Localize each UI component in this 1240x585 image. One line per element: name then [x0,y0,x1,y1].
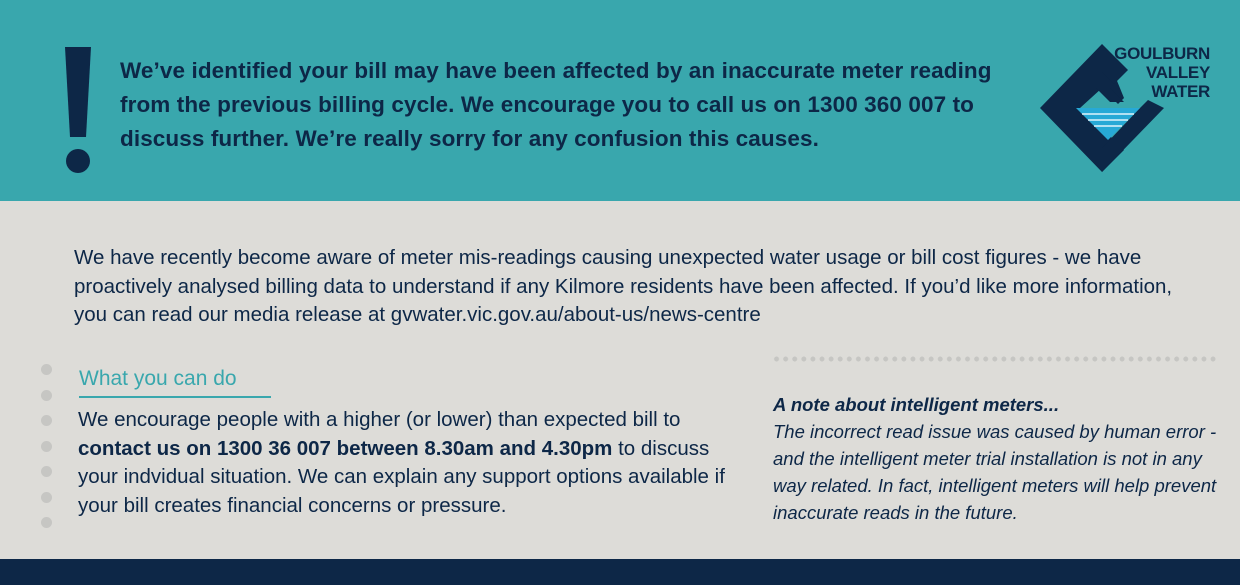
intelligent-meter-note [773,391,1223,526]
decorative-dots-horizontal [772,356,1216,362]
body-text-1: We encourage people with a higher (or lower) than expected bill to [78,408,681,431]
alert-banner [0,0,1240,201]
note-title: A note about intelligent meters... [773,394,1060,415]
alert-message: We’ve identified your bill may have been affected by an inaccurate meter reading from the previous billing cycle. We encourage you to call us on 1300 360 007 to discuss further. We’re really sorry for any confusion this causes. [120,58,992,151]
what-you-can-do-body [78,406,738,520]
footer-bar [0,559,1240,585]
gvw-logo [1036,44,1226,174]
intro-paragraph: We have recently become aware of meter mis-readings causing unexpected water usage or bill cost figures - we have proactively analysed billing data to understand if any Kilmore residents have been affected. If you’d like more information, you can read our media release at gvwater.vic.gov.au/about-us/news-centre [74,246,1173,326]
logo-line-3: WATER [1151,82,1210,101]
logo-line-1: GOULBURN [1114,44,1210,63]
exclamation-icon [60,45,96,175]
body-text-2: to discuss your indvidual situation. We can explain any support options available if your bill creates financial concerns or pressure. [78,436,725,517]
contact-highlight: contact us on 1300 36 007 between 8.30am and 4.30pm [78,436,613,460]
what-you-can-do-heading: What you can do [79,367,271,398]
logo-wordmark [1114,44,1210,101]
note-body: The incorrect read issue was caused by human error - and the intelligent meter trial installation is not in any way related. In fact, intelligent meters will help prevent inaccurate reads in the future. [773,421,1217,523]
logo-line-2: VALLEY [1145,63,1210,82]
decorative-dots-vertical [41,364,53,534]
